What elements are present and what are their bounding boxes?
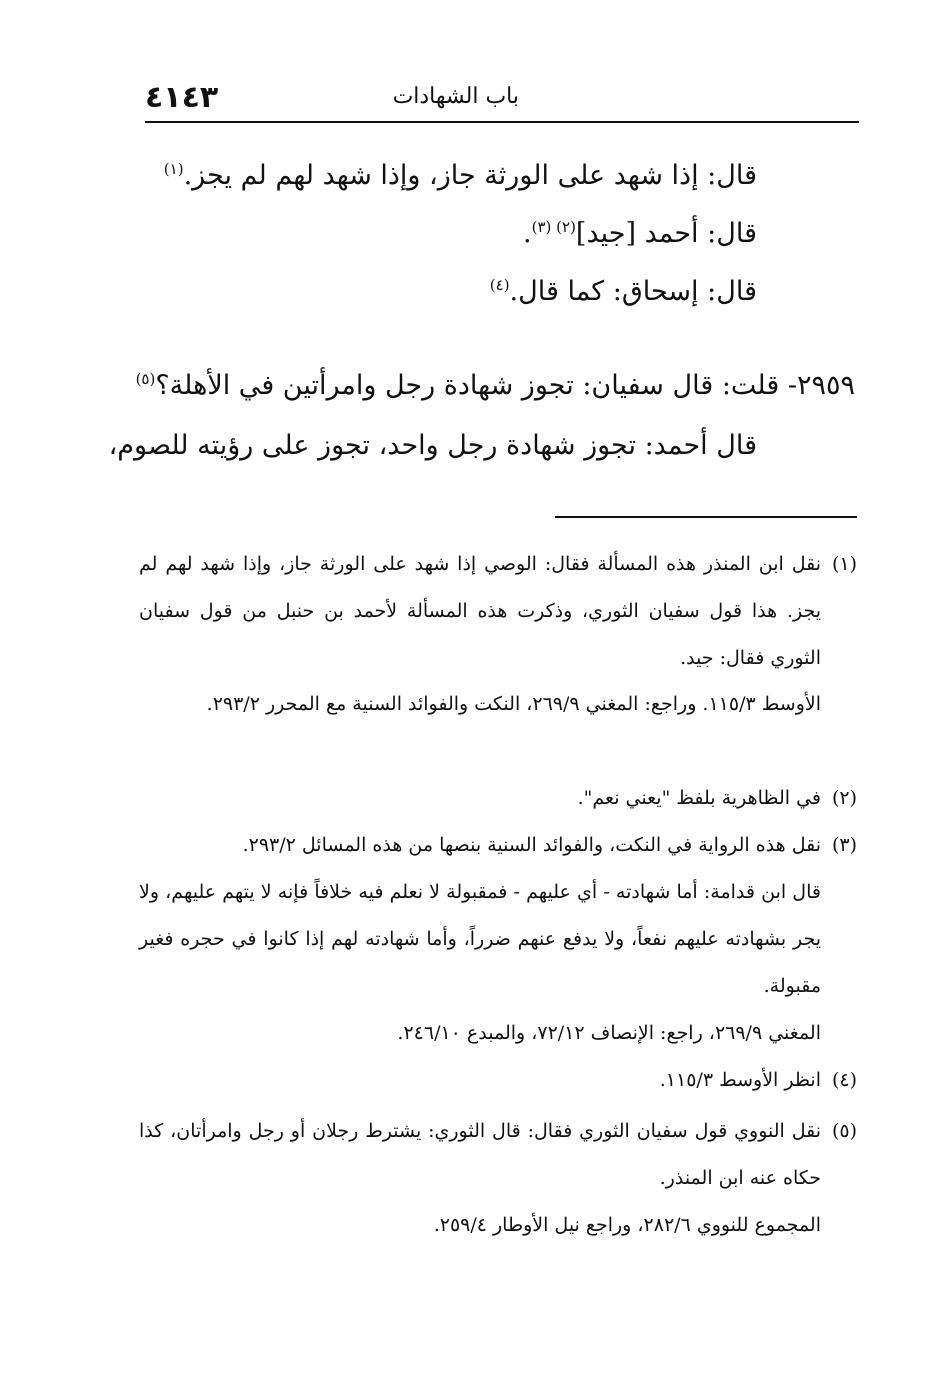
footnote-ref-1: (١) (163, 160, 184, 178)
footnote-5-reference-text: المجموع للنووي ٢٨٢/٦، وراجع نيل الأوطار ٢٥٩/٤. (433, 1214, 821, 1236)
footnote-3-text: نقل هذه الرواية في النكت، والفوائد السنية بنصها من هذه المسائل ٢٩٣/٢. (242, 834, 821, 856)
main-line-2-end: . (523, 218, 532, 249)
main-line-3-text: قال: إسحاق: كما قال. (509, 276, 757, 307)
footnote-3 (139, 822, 857, 869)
footnote-4-text: انظر الأوسط ١١٥/٣. (659, 1069, 821, 1091)
footnote-3-quote-text: قال ابن قدامة: أما شهادته - أي عليهم - فمقبولة لا نعلم فيه خلافاً فإنه لا يتهم عليهم، ولا يجر بشهادته عليهم نفعاً، ولا يدفع عنهم ضرراً، وأما شهادته لهم إذا كانوا في حجره فغير مقبولة. (139, 881, 821, 997)
answer-text: قال أحمد: تجوز شهادة رجل واحد، تجوز على رؤيته للصوم، (108, 430, 757, 461)
footnote-3-reference-text: المغني ٢٦٩/٩، راجع: الإنصاف ٧٢/١٢، والمبدع ٢٤٦/١٠. (397, 1022, 821, 1044)
footnote-1-reference (139, 681, 857, 728)
footnote-2-number: (٢) (831, 787, 857, 809)
footnote-5-number: (٥) (831, 1120, 857, 1142)
footnote-4 (139, 1057, 857, 1104)
footnote-1-reference-text: الأوسط ١١٥/٣. وراجع: المغني ٢٦٩/٩، النكت والفوائد السنية مع المحرر ٢٩٣/٢. (206, 693, 821, 715)
footnote-refs-2-3: (٢) (٣) (531, 218, 576, 236)
footnote-5-reference (139, 1202, 857, 1249)
footnote-ref-5: (٥) (135, 370, 156, 388)
footnote-separator (555, 516, 857, 518)
header-rule (145, 121, 859, 123)
footnote-5 (139, 1108, 857, 1202)
main-line-5 (97, 430, 757, 461)
main-line-1-text: قال: إذا شهد على الورثة جاز، وإذا شهد لهم لم يجز. (183, 160, 757, 191)
running-head (145, 78, 859, 118)
main-line-3 (97, 276, 757, 307)
footnote-2 (139, 775, 857, 822)
footnote-3-quote (139, 869, 857, 1010)
footnote-4-number: (٤) (831, 1069, 857, 1091)
main-line-4 (135, 370, 855, 401)
question-2959-text: ٢٩٥٩- قلت: قال سفيان: تجوز شهادة رجل وامرأتين في الأهلة؟ (155, 370, 855, 401)
footnote-5-text: نقل النووي قول سفيان الثوري فقال: قال الثوري: يشترط رجلان أو رجل وامرأتان، كذا حكاه عنه ابن المنذر. (139, 1120, 821, 1189)
footnote-1-number: (١) (831, 553, 857, 575)
chapter-title: باب الشهادات (392, 84, 519, 109)
footnote-1-text: نقل ابن المنذر هذه المسألة فقال: الوصي إذا شهد على الورثة جاز، وإذا شهد لهم لم يجز. هذا قول سفيان الثوري، وذكرت هذه المسألة لأحمد بن حنبل من قول سفيان الثوري فقال: جيد. (139, 553, 821, 669)
main-line-2-text: قال: أحمد [جيد] (575, 218, 757, 249)
main-line-2 (97, 218, 757, 249)
page-number: ٤١٤٣ (145, 80, 219, 115)
main-line-1 (97, 160, 757, 191)
footnote-3-number: (٣) (831, 834, 857, 856)
footnote-1 (139, 541, 857, 682)
footnote-3-reference (139, 1010, 857, 1057)
footnote-2-text: في الظاهرية بلفظ "يعني نعم". (577, 787, 821, 809)
footnote-ref-4: (٤) (489, 276, 510, 294)
